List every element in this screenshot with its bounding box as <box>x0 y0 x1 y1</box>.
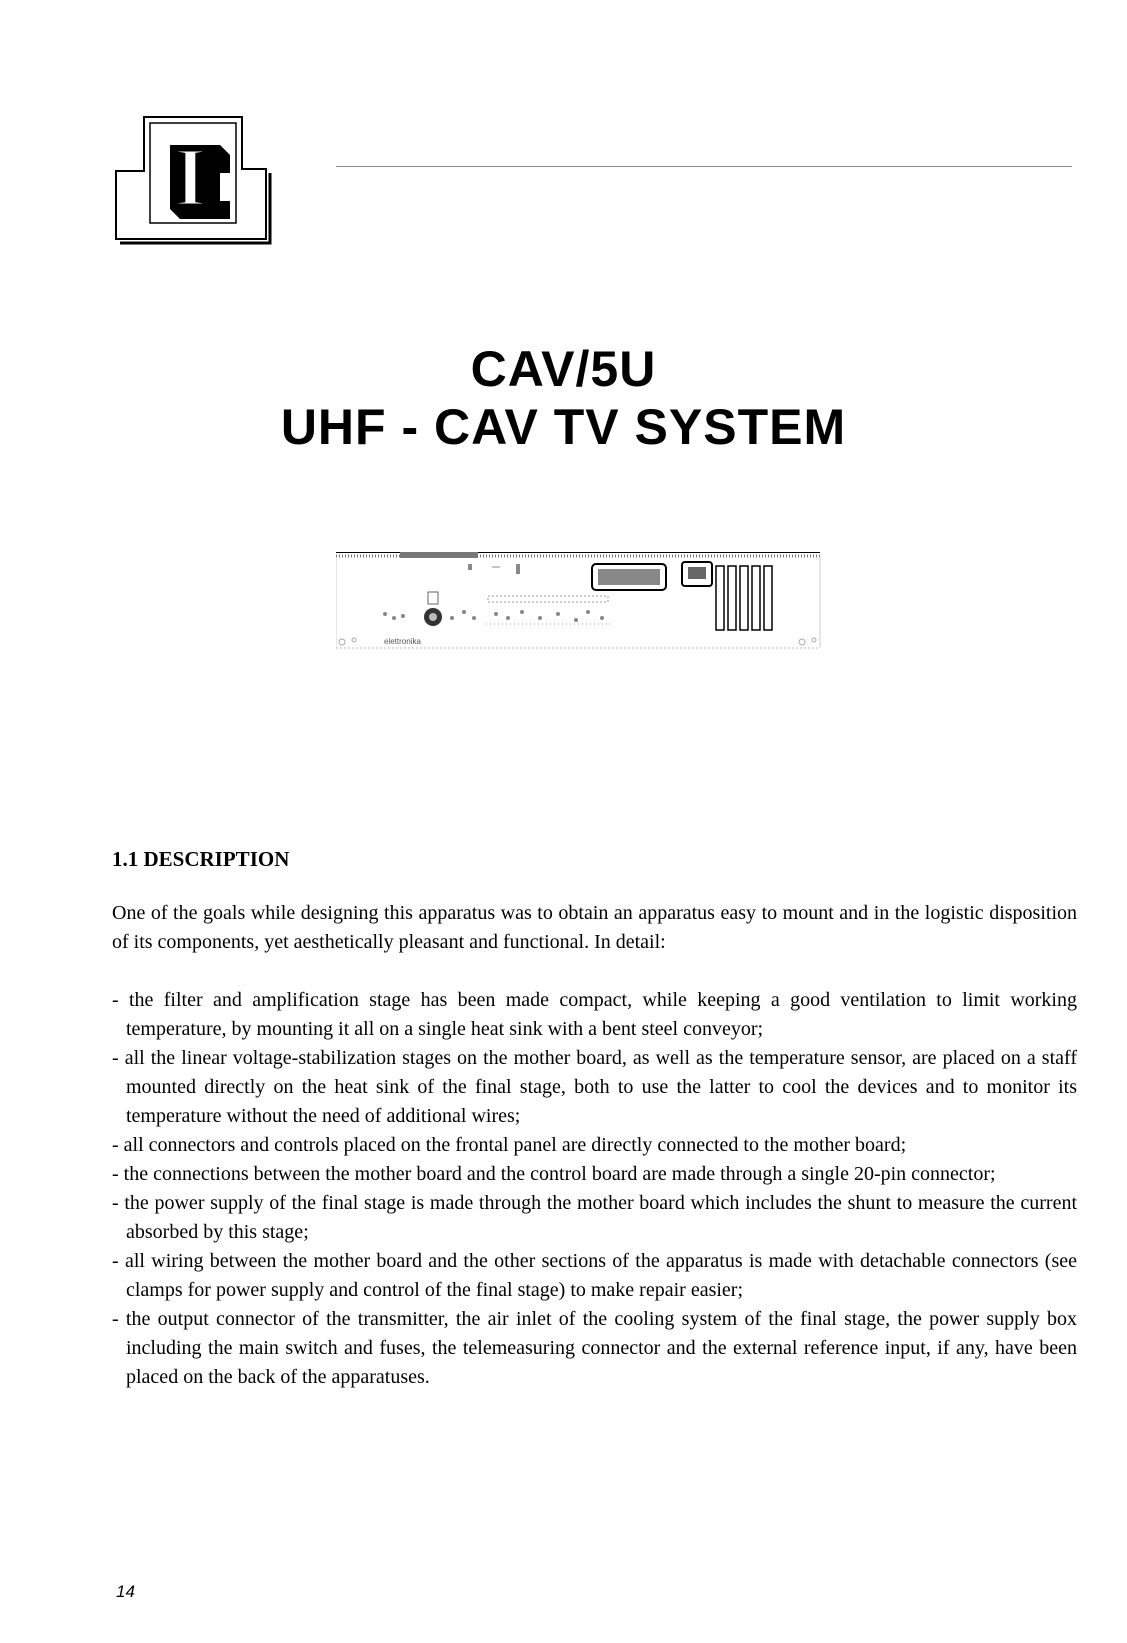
list-item: - the filter and amplification stage has been made compact, while keeping a good ventilation to limit working temperature, by mounting it all on a single heat sink with a bent steel conveyor; <box>112 989 1077 1040</box>
header-rule <box>336 166 1072 167</box>
panel-brand-label: elettronika <box>384 637 421 646</box>
document-title-system: UHF - CAV TV SYSTEM <box>280 399 847 455</box>
front-panel-illustration <box>336 552 856 660</box>
description-list <box>112 986 1077 1392</box>
intro-paragraph: One of the goals while designing this apparatus was to obtain an apparatus easy to mount and in the logistic disposition of its components, yet aesthetically pleasant and functional. In detail: <box>112 902 1077 953</box>
list-item: - all the linear voltage-stabilization stages on the mother board, as well as the temperature sensor, are placed on a staff mounted directly on the heat sink of the final stage, both to use the latter to cool the devices and to monitor its temperature without the need of additional wires; <box>112 1047 1077 1127</box>
chapter-letter: I <box>174 131 207 224</box>
list-item: - the output connector of the transmitter, the air inlet of the cooling system of the final stage, the power supply box including the main switch and fuses, the telemeasuring connector and the external reference input, if any, have been placed on the back of the apparatuses. <box>112 1308 1077 1388</box>
chapter-i-icon <box>112 111 282 251</box>
list-item: - the connections between the mother board and the control board are made through a single 20-pin connector; <box>112 1163 996 1185</box>
list-item: - the power supply of the final stage is made through the mother board which includes the shunt to measure the current absorbed by this stage; <box>112 1192 1077 1243</box>
page-number: 14 <box>116 1582 135 1601</box>
document-title-model: CAV/5U <box>470 341 657 397</box>
list-item: - all connectors and controls placed on the frontal panel are directly connected to the mother board; <box>112 1134 907 1156</box>
section-heading: 1.1 DESCRIPTION <box>112 847 290 871</box>
list-item: - all wiring between the mother board and the other sections of the apparatus is made with detachable connectors (see clamps for power supply and control of the final stage) to make repair easier; <box>112 1250 1077 1301</box>
